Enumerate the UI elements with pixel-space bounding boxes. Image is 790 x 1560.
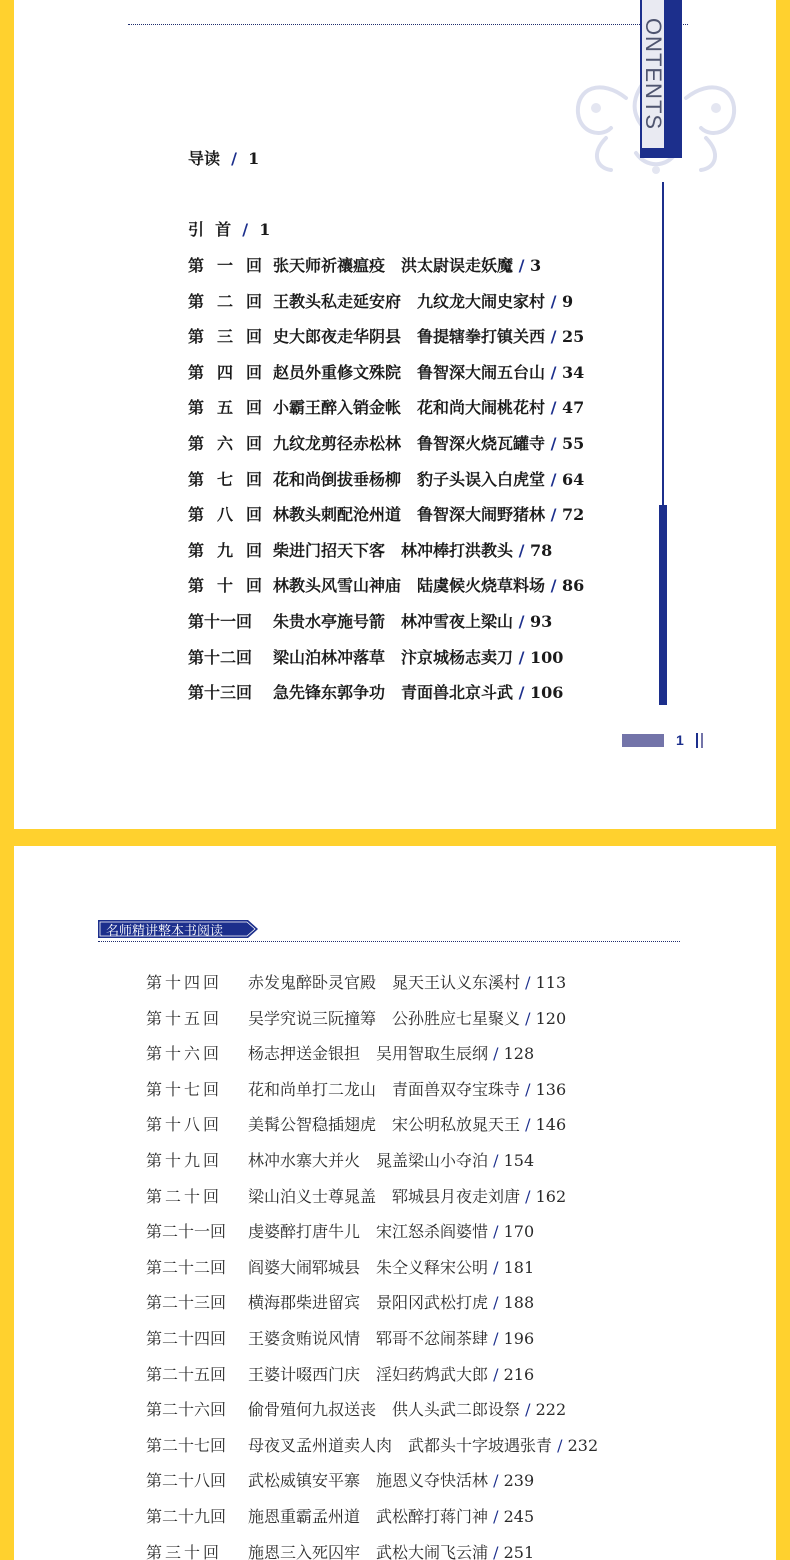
contents-page-2 bbox=[14, 846, 776, 1560]
chapter-title: 施恩三入死囚牢 武松大闹飞云浦 bbox=[248, 1542, 489, 1560]
chapter-label-char: 五 bbox=[217, 398, 234, 418]
chapter-label bbox=[146, 1507, 226, 1527]
contents-page-1 bbox=[14, 0, 776, 829]
chapter-entry[interactable] bbox=[248, 1507, 534, 1527]
chapter-label bbox=[188, 434, 275, 454]
chapter-label-char: 十 bbox=[165, 1044, 182, 1064]
chapter-entry[interactable] bbox=[248, 1436, 598, 1456]
chapter-entry[interactable] bbox=[273, 470, 584, 490]
chapter-label bbox=[188, 648, 252, 668]
chapter-page: 3 bbox=[530, 256, 542, 275]
section-tag-label: 名师精讲整本书阅读 bbox=[106, 923, 224, 938]
chapter-label-char: 第 bbox=[146, 1542, 163, 1560]
chapter-label-text: 第十二回 bbox=[188, 647, 253, 667]
contents-tab bbox=[640, 0, 682, 158]
chapter-entry[interactable] bbox=[248, 1258, 534, 1278]
chapter-title: 张天师祈禳瘟疫 洪太尉误走妖魔 bbox=[273, 256, 514, 275]
chapter-label bbox=[188, 683, 252, 703]
chapter-label-char: 回 bbox=[203, 1044, 220, 1064]
chapter-label-char: 八 bbox=[184, 1115, 201, 1135]
separator: / bbox=[513, 540, 530, 560]
chapter-page: 136 bbox=[535, 1079, 567, 1099]
chapter-label bbox=[188, 363, 275, 383]
chapter-label bbox=[188, 612, 252, 632]
chapter-label bbox=[146, 1222, 226, 1242]
chapter-label-char: 第 bbox=[188, 434, 205, 453]
chapter-label-char: 九 bbox=[184, 1151, 201, 1170]
chapter-label-text: 第二十九回 bbox=[146, 1507, 227, 1526]
chapter-page: 181 bbox=[503, 1257, 535, 1277]
chapter-label-char: 回 bbox=[246, 505, 263, 525]
vertical-rule bbox=[662, 182, 664, 507]
separator: / bbox=[545, 362, 562, 382]
chapter-label-char: 十 bbox=[184, 1186, 201, 1206]
chapter-entry[interactable] bbox=[248, 1329, 534, 1349]
chapter-label-char: 第 bbox=[188, 362, 205, 382]
chapter-page: 188 bbox=[503, 1293, 535, 1313]
chapter-entry[interactable] bbox=[248, 1187, 566, 1207]
chapter-title: 赤发鬼醉卧灵官殿 晁天王认义东溪村 bbox=[248, 973, 521, 992]
chapter-label-char: 回 bbox=[203, 1079, 220, 1099]
page-mark bbox=[696, 733, 698, 748]
chapter-label-char: 第 bbox=[188, 469, 205, 489]
chapter-page: 232 bbox=[567, 1435, 599, 1455]
vertical-bar bbox=[659, 505, 667, 705]
chapter-entry[interactable] bbox=[248, 1543, 534, 1560]
chapter-page: 245 bbox=[503, 1507, 535, 1526]
chapter-title: 赵员外重修文殊院 鲁智深大闹五台山 bbox=[273, 362, 546, 382]
chapter-page: 154 bbox=[503, 1151, 535, 1170]
chapter-label-char: 回 bbox=[246, 434, 263, 453]
chapter-page: 100 bbox=[530, 647, 564, 667]
chapter-label-char: 七 bbox=[184, 1079, 201, 1099]
chapter-entry[interactable] bbox=[273, 648, 563, 668]
page-number-bar bbox=[622, 734, 664, 747]
chapter-label-char: 十 bbox=[165, 1151, 182, 1170]
chapter-title: 吴学究说三阮撞筹 公孙胜应七星聚义 bbox=[248, 1008, 521, 1028]
chapter-label bbox=[188, 398, 275, 418]
chapter-label-char: 十 bbox=[165, 1115, 182, 1135]
chapter-title: 王婆计啜西门庆 淫妇药鸩武大郎 bbox=[248, 1364, 489, 1384]
chapter-title: 武松威镇安平寨 施恩义夺快活林 bbox=[248, 1471, 489, 1491]
chapter-label-char: 四 bbox=[217, 362, 234, 382]
chapter-label-char: 第 bbox=[146, 1079, 163, 1099]
chapter-label-char: 五 bbox=[184, 1008, 201, 1028]
chapter-page: 239 bbox=[503, 1471, 535, 1491]
chapter-label-char: 十 bbox=[165, 973, 182, 992]
chapter-entry[interactable] bbox=[248, 1151, 534, 1171]
chapter-title: 林教头刺配沧州道 鲁智深大闹野猪林 bbox=[273, 505, 546, 525]
chapter-page: 216 bbox=[503, 1364, 535, 1384]
chapter-label bbox=[146, 1329, 226, 1349]
chapter-entry[interactable] bbox=[248, 1471, 534, 1491]
chapter-label-char: 三 bbox=[217, 327, 234, 347]
chapter-page: 55 bbox=[562, 434, 585, 453]
chapter-label bbox=[146, 1471, 226, 1491]
separator: / bbox=[488, 1222, 504, 1242]
chapter-label-char: 第 bbox=[146, 1151, 163, 1170]
separator: / bbox=[488, 1044, 504, 1064]
chapter-label-char: 回 bbox=[246, 327, 263, 347]
chapter-page: 106 bbox=[530, 683, 564, 703]
chapter-label-char: 回 bbox=[246, 256, 263, 275]
chapter-label-char: 回 bbox=[246, 576, 263, 596]
chapter-entry[interactable] bbox=[273, 541, 552, 561]
chapter-page: 222 bbox=[535, 1400, 567, 1420]
chapter-label bbox=[146, 1400, 226, 1420]
chapter-title: 虔婆醉打唐牛儿 宋江怒杀阎婆惜 bbox=[248, 1222, 489, 1242]
chapter-page: 120 bbox=[535, 1008, 567, 1028]
page-number: 1 bbox=[676, 732, 684, 748]
chapter-label bbox=[146, 1115, 222, 1135]
chapter-label-char: 二 bbox=[165, 1186, 182, 1206]
chapter-label-char: 六 bbox=[184, 1044, 201, 1064]
chapter-page: 78 bbox=[530, 540, 553, 560]
separator: / bbox=[545, 505, 562, 525]
chapter-label bbox=[146, 1080, 222, 1100]
chapter-page: 251 bbox=[503, 1542, 535, 1560]
chapter-title: 史大郎夜走华阴县 鲁提辖拳打镇关西 bbox=[273, 327, 546, 347]
chapter-title: 杨志押送金银担 吴用智取生辰纲 bbox=[248, 1044, 489, 1064]
separator: / bbox=[513, 612, 530, 631]
chapter-page: 162 bbox=[535, 1186, 567, 1206]
chapter-page: 86 bbox=[562, 576, 585, 596]
chapter-title: 柴进门招天下客 林冲棒打洪教头 bbox=[273, 540, 514, 560]
guide-label: 导读 bbox=[188, 149, 221, 168]
chapter-entry[interactable] bbox=[248, 1222, 534, 1242]
separator: / bbox=[513, 683, 530, 703]
preface-label: 引 首 bbox=[188, 220, 232, 239]
chapter-label-char: 六 bbox=[217, 434, 234, 453]
guide-entry[interactable]: 导读 / 1 bbox=[188, 149, 260, 168]
chapter-label-char: 第 bbox=[146, 1186, 163, 1206]
chapter-label-char: 第 bbox=[188, 291, 205, 311]
chapter-entry[interactable] bbox=[273, 505, 584, 525]
chapter-label bbox=[146, 1187, 222, 1207]
chapter-label bbox=[188, 541, 275, 561]
chapter-label bbox=[146, 973, 222, 993]
chapter-label-char: 四 bbox=[184, 973, 201, 992]
chapter-page: 72 bbox=[562, 505, 585, 525]
separator: / bbox=[488, 1293, 504, 1313]
chapter-title: 朱贵水亭施号箭 林冲雪夜上梁山 bbox=[273, 612, 514, 631]
chapter-entry[interactable] bbox=[248, 1293, 534, 1313]
chapter-label bbox=[188, 327, 275, 347]
separator: / bbox=[545, 291, 562, 311]
chapter-entry[interactable] bbox=[248, 1044, 534, 1064]
chapter-title: 花和尚单打二龙山 青面兽双夺宝珠寺 bbox=[248, 1079, 521, 1099]
chapter-title: 小霸王醉入销金帐 花和尚大闹桃花村 bbox=[273, 398, 546, 418]
chapter-page: 170 bbox=[503, 1222, 535, 1242]
chapter-page: 196 bbox=[503, 1329, 535, 1348]
chapter-label-char: 回 bbox=[203, 1542, 220, 1560]
chapter-label-char: 回 bbox=[203, 1008, 220, 1028]
separator: / bbox=[520, 973, 536, 992]
chapter-label bbox=[188, 505, 275, 525]
chapter-label bbox=[188, 576, 275, 596]
page-mark bbox=[701, 733, 703, 748]
chapter-label-char: 三 bbox=[165, 1542, 182, 1560]
chapter-label-char: 第 bbox=[146, 1044, 163, 1064]
chapter-label-text: 第二十七回 bbox=[146, 1435, 227, 1455]
chapter-entry[interactable] bbox=[248, 1365, 534, 1385]
chapter-label-text: 第二十五回 bbox=[146, 1364, 227, 1384]
separator: / bbox=[513, 256, 530, 275]
chapter-label bbox=[146, 1436, 226, 1456]
chapter-label-char: 九 bbox=[217, 540, 234, 560]
chapter-entry[interactable] bbox=[273, 398, 584, 418]
chapter-entry[interactable] bbox=[248, 1400, 566, 1420]
chapter-label bbox=[188, 256, 275, 276]
separator: / bbox=[545, 434, 562, 453]
chapter-label-char: 一 bbox=[217, 256, 234, 275]
chapter-page: 47 bbox=[562, 398, 585, 418]
chapter-title: 阎婆大闹郓城县 朱仝义释宋公明 bbox=[248, 1257, 489, 1277]
chapter-label-char: 八 bbox=[217, 505, 234, 525]
separator: / bbox=[545, 469, 562, 489]
chapter-label-text: 第二十八回 bbox=[146, 1471, 227, 1491]
chapter-entry[interactable] bbox=[273, 363, 584, 383]
chapter-label-char: 二 bbox=[217, 291, 234, 311]
guide-page: 1 bbox=[248, 149, 260, 168]
chapter-label-char: 回 bbox=[203, 1151, 220, 1170]
chapter-label-char: 回 bbox=[203, 1115, 220, 1135]
chapter-page: 34 bbox=[562, 362, 585, 382]
chapter-label bbox=[188, 470, 275, 490]
chapter-page: 9 bbox=[562, 291, 574, 311]
chapter-page: 64 bbox=[562, 469, 585, 489]
chapter-title: 横海郡柴进留宾 景阳冈武松打虎 bbox=[248, 1293, 489, 1313]
chapter-title: 施恩重霸孟州道 武松醉打蒋门神 bbox=[248, 1507, 489, 1526]
separator: / bbox=[513, 647, 530, 667]
chapter-title: 王教头私走延安府 九纹龙大闹史家村 bbox=[273, 291, 546, 311]
chapter-entry[interactable] bbox=[248, 1080, 566, 1100]
chapter-entry[interactable] bbox=[248, 1009, 566, 1029]
chapter-label-char: 第 bbox=[188, 398, 205, 418]
chapter-label bbox=[188, 292, 275, 312]
chapter-title: 梁山泊义士尊晁盖 郓城县月夜走刘唐 bbox=[248, 1186, 521, 1206]
chapter-title: 林冲水寨大并火 晁盖梁山小夺泊 bbox=[248, 1151, 489, 1170]
separator: / bbox=[488, 1364, 504, 1384]
chapter-title: 梁山泊林冲落草 汴京城杨志卖刀 bbox=[273, 647, 514, 667]
chapter-label bbox=[146, 1009, 222, 1029]
chapter-label-char: 回 bbox=[246, 398, 263, 418]
chapter-page: 113 bbox=[535, 973, 567, 992]
chapter-entry[interactable] bbox=[273, 612, 552, 632]
chapter-title: 母夜叉孟州道卖人肉 武都头十字坡遇张青 bbox=[248, 1435, 553, 1455]
chapter-label-text: 第十三回 bbox=[188, 683, 253, 703]
chapter-entry[interactable] bbox=[248, 1115, 566, 1135]
chapter-title: 九纹龙剪径赤松林 鲁智深火烧瓦罐寺 bbox=[273, 434, 546, 453]
chapter-title: 花和尚倒拔垂杨柳 豹子头误入白虎堂 bbox=[273, 469, 546, 489]
separator: / bbox=[488, 1471, 504, 1491]
preface-entry[interactable]: 引 首 / 1 bbox=[188, 220, 271, 239]
dotted-rule bbox=[98, 941, 680, 942]
chapter-label-char: 十 bbox=[165, 1008, 182, 1028]
chapter-label-char: 回 bbox=[246, 362, 263, 382]
preface-page: 1 bbox=[259, 220, 271, 239]
chapter-label-char: 回 bbox=[203, 1186, 220, 1206]
chapter-page: 128 bbox=[503, 1044, 535, 1064]
chapter-label bbox=[146, 1258, 226, 1278]
chapter-label-char: 十 bbox=[165, 1079, 182, 1099]
chapter-label-char: 回 bbox=[246, 291, 263, 311]
chapter-label bbox=[146, 1293, 226, 1313]
chapter-label-char: 回 bbox=[246, 540, 263, 560]
dotted-rule bbox=[128, 24, 688, 25]
chapter-label-text: 第二十四回 bbox=[146, 1329, 227, 1348]
chapter-page: 25 bbox=[562, 327, 585, 347]
chapter-label-text: 第二十六回 bbox=[146, 1400, 227, 1420]
chapter-label-char: 第 bbox=[188, 576, 205, 596]
chapter-entry[interactable] bbox=[273, 576, 584, 596]
chapter-label-char: 十 bbox=[217, 576, 234, 596]
separator: / bbox=[545, 398, 562, 418]
separator: / bbox=[520, 1186, 536, 1206]
chapter-label-char: 第 bbox=[188, 540, 205, 560]
separator: / bbox=[488, 1329, 504, 1348]
chapter-label-char: 回 bbox=[203, 973, 220, 992]
chapter-label bbox=[146, 1151, 222, 1171]
chapter-entry[interactable] bbox=[273, 683, 563, 703]
chapter-entry[interactable] bbox=[273, 292, 573, 312]
chapter-label-char: 第 bbox=[188, 505, 205, 525]
chapter-label-text: 第二十二回 bbox=[146, 1257, 227, 1277]
chapter-label-char: 回 bbox=[246, 469, 263, 489]
separator: / bbox=[520, 1008, 536, 1028]
chapter-label-char: 第 bbox=[146, 1115, 163, 1135]
chapter-label-char: 十 bbox=[184, 1542, 201, 1560]
chapter-title: 急先锋东郭争功 青面兽北京斗武 bbox=[273, 683, 514, 703]
chapter-entry[interactable] bbox=[273, 434, 584, 454]
chapter-title: 林教头风雪山神庙 陆虞候火烧草料场 bbox=[273, 576, 546, 596]
chapter-label bbox=[146, 1543, 222, 1560]
separator: / bbox=[552, 1435, 568, 1455]
contents-label: ONTENTS bbox=[641, 17, 666, 131]
separator: / bbox=[488, 1257, 504, 1277]
chapter-label bbox=[146, 1044, 222, 1064]
chapter-label-text: 第二十一回 bbox=[146, 1222, 227, 1242]
chapter-title: 偷骨殖何九叔送丧 供人头武二郎设祭 bbox=[248, 1400, 521, 1420]
separator: / bbox=[488, 1151, 504, 1170]
separator: / bbox=[488, 1542, 504, 1560]
separator: / bbox=[545, 576, 562, 596]
chapter-label bbox=[146, 1365, 226, 1385]
chapter-entry[interactable] bbox=[248, 973, 566, 993]
chapter-label-text: 第二十三回 bbox=[146, 1293, 227, 1313]
chapter-title: 美髯公智稳插翅虎 宋公明私放晁天王 bbox=[248, 1115, 521, 1135]
chapter-entry[interactable] bbox=[273, 256, 541, 276]
chapter-label-char: 第 bbox=[188, 327, 205, 347]
separator: / bbox=[520, 1400, 536, 1420]
chapter-page: 146 bbox=[535, 1115, 567, 1135]
separator: / bbox=[545, 327, 562, 347]
separator: / bbox=[488, 1507, 504, 1526]
separator: / bbox=[520, 1115, 536, 1135]
chapter-label-char: 七 bbox=[217, 469, 234, 489]
chapter-label-char: 第 bbox=[146, 973, 163, 992]
chapter-title: 王婆贪贿说风情 郓哥不忿闹茶肆 bbox=[248, 1329, 489, 1348]
chapter-page: 93 bbox=[530, 612, 553, 631]
separator: / bbox=[520, 1079, 536, 1099]
chapter-label-text: 第十一回 bbox=[188, 612, 253, 631]
chapter-label-char: 第 bbox=[146, 1008, 163, 1028]
chapter-label-char: 第 bbox=[188, 256, 205, 275]
chapter-entry[interactable] bbox=[273, 327, 584, 347]
